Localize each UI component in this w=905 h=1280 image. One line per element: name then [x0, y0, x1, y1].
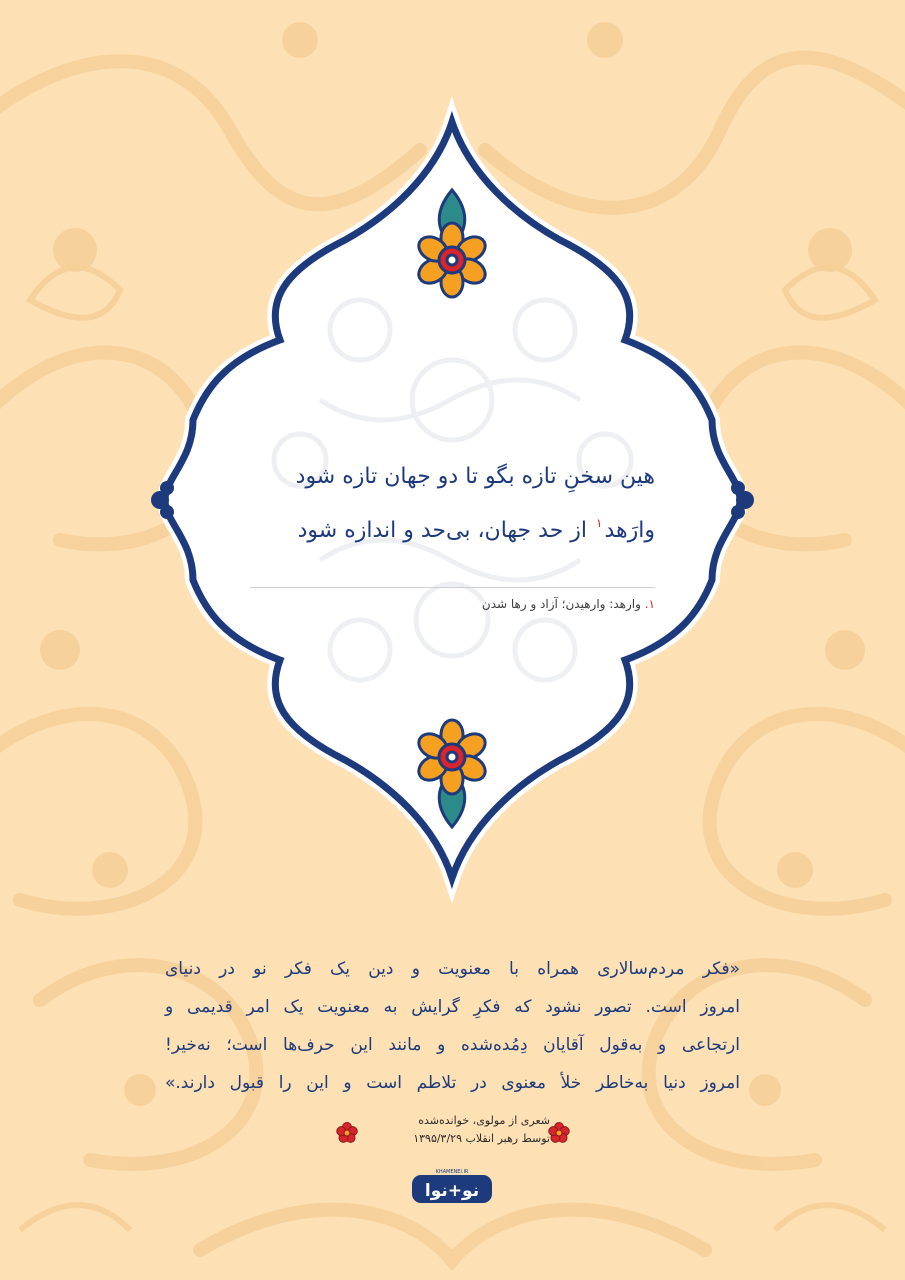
quote-line: امروز دنیا به‌خاطر خلأ معنوی در تلاطم است و این را قبول دارند.» — [165, 1073, 740, 1093]
source-line-1: شعری از مولوی، خوانده‌شده — [418, 1114, 550, 1127]
poem-line-1: هین سخنِ تازه بگو تا دو جهان تازه شود — [295, 464, 655, 489]
logo-small-text: KHAMENEI.IR — [435, 1169, 469, 1175]
source-line-2: توسط رهبر انقلاب ۱۳۹۵/۳/۲۹ — [413, 1132, 550, 1145]
small-flower-left-icon — [336, 1122, 358, 1144]
source-attribution — [355, 1112, 550, 1148]
small-flower-right-icon — [548, 1122, 570, 1144]
nonava-logo — [410, 1166, 494, 1206]
flower-bottom-icon — [405, 712, 500, 832]
footnote-text: وارهد: وارهیدن؛ آزاد و رها شدن — [481, 597, 641, 611]
quote-line: امروز است. تصور نشود که فکرِ گرایش به معنویت یک امر قدیمی و — [165, 997, 740, 1017]
divider — [250, 587, 655, 588]
footnote — [300, 597, 655, 611]
poem-line-2 — [230, 516, 655, 543]
footnote-marker: ۱ — [596, 516, 603, 530]
quote-line: «فکر مردم‌سالاری همراه با معنویت و دین یک فکر نو در دنیای — [165, 959, 740, 979]
logo-text: نو+نوا — [424, 1181, 480, 1201]
poem-line-2-end: از حد جهان، بی‌حد و اندازه شود — [297, 518, 588, 543]
quote-paragraph — [165, 950, 740, 1102]
quote-line: ارتجاعی و به‌قول آقایان دِمُده‌شده و مانند این حرف‌ها است؛ نه‌خیر! — [165, 1035, 740, 1055]
poem-line-2-start: وارَهد — [604, 518, 655, 543]
footnote-number: ۱. — [644, 597, 655, 611]
flower-top-icon — [405, 185, 500, 305]
